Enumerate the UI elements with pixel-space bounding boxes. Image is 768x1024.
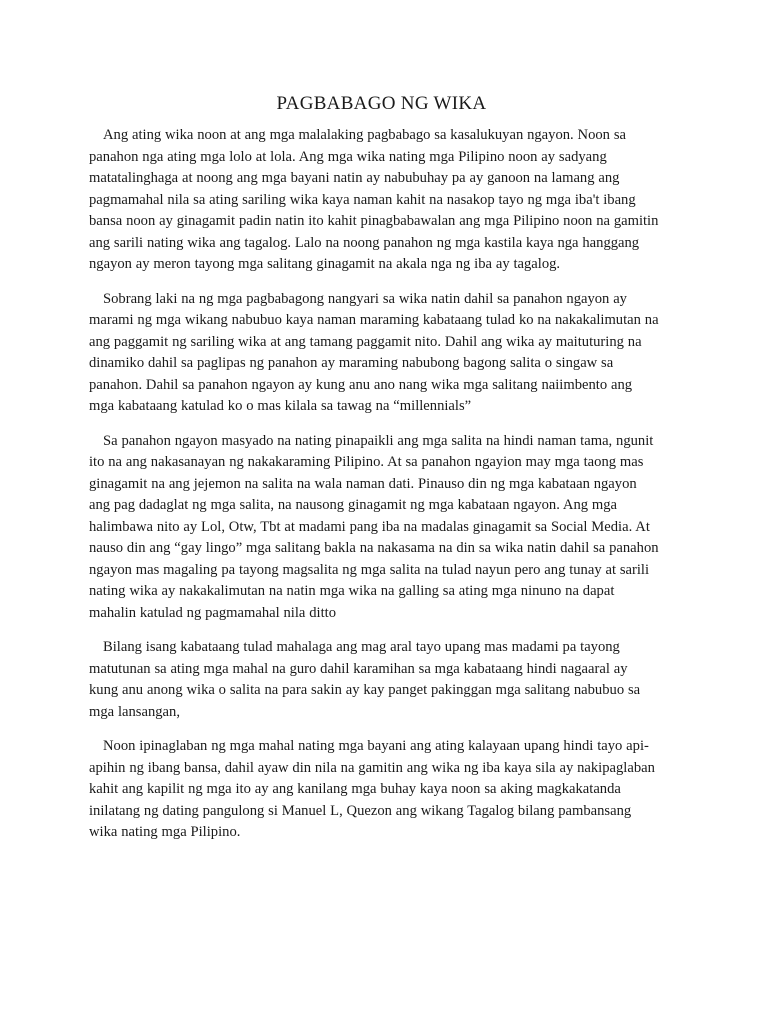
paragraph-2: Sobrang laki na ng mga pagbabagong nangyari sa wika natin dahil sa panahon ngayon ay marami ng mga wikang nabubuo kaya naman maraming kabataang tulad ko na nakakalimutan na ang paggamit ng sariling wika at ang tamang paggamit nito. Dahil ang wika ay maituturing na dinamiko dahil sa paglipas ng panahon ay maraming nabubong bagong salita o singaw sa panahon. Dahil sa panahon ngayon ay kung anu ano nang wika mga salitang naiimbento ang mga kabataang katulad ko o mas kilala sa tawag na “millennials” bbox=[89, 290, 659, 414]
paragraph-4: Bilang isang kabataang tulad mahalaga ang mag aral tayo upang mas madami pa tayong matutunan sa ating mga mahal na guro dahil karamihan sa mga kabataang hindi nagaaral ay kung anu anong wika o salita na para sakin ay kay panget pakinggan mga salitang nabubuo sa mga lansangan, bbox=[89, 639, 641, 720]
paragraph-1: Ang ating wika noon at ang mga malalaking pagbabago sa kasalukuyan ngayon. Noon sa panahon nga ating mga lolo at lola. Ang mga wika nating mga Pilipino noon ay sadyang matatalinghaga at noong ang mga bayani natin ay nabubuhay pa ay ganoon na lamang ang pagmamahal nila sa ating sariling wika kaya naman kahit na nasakop tayo ng mga iba't ibang bansa noon ay ginagamit padin natin ito kahit pinagbabawalan ang mga Pilipino noon na gamitin ang sarili nating wika ang tagalog. Lalo na noong panahon ng mga kastila kaya nga hanggang ngayon ay meron tayong mga salitang ginagamit na akala nga ng iba ay tagalog. bbox=[89, 127, 659, 272]
paragraph-3: Sa panahon ngayon masyado na nating pinapaikli ang mga salita na hindi naman tama, ngunit ito na ang nakasanayan ng nakakaraming Pilipino. At sa panahon ngayion may mga taong mas ginagamit na ang jejemon na salita na wala naman dati. Pinauso din ng mga kabataan ngayon ang pag dadaglat ng mga salita, na nausong ginagamit ng mga kabataan ngayon. Ang mga halimbawa nito ay Lol, Otw, Tbt at madami pang iba na madalas ginagamit sa Social Media. At nauso din ang “gay lingo” mga salitang bakla na nakasama na din sa wika natin dahil sa panahon ngayon mas magaling pa tayong magsalita ng mga salita na tulad nayun pero ang tunay at sarili nating wika ay nakakalimutan na natin mga wika na galling sa ating mga ninuno na dapat mahalin katulad ng pagmamahal nila ditto bbox=[89, 432, 659, 621]
paragraph-5: Noon ipinaglaban ng mga mahal nating mga bayani ang ating kalayaan upang hindi tayo api-apihin ng ibang bansa, dahil ayaw din nila na gamitin ang wika ng iba kaya sila ay nakipaglaban kahit ang kapilit ng mga ito ay ang kanilang mga buhay kaya noon sa aking magkakatanda inilatang ng dating pangulong si Manuel L, Quezon ang wikang Tagalog bilang pambansang wika nating mga Pilipino. bbox=[89, 738, 655, 840]
page-title: PAGBABAGO NG WIKA bbox=[276, 93, 487, 114]
